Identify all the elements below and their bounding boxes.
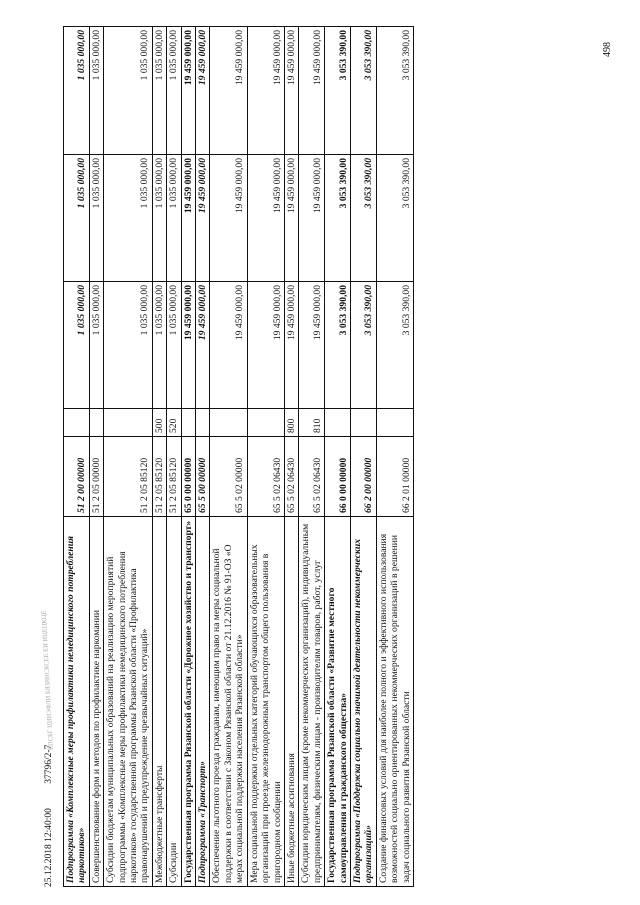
row-sum-2020-cell: 1 035 000,00 (152, 155, 166, 282)
row-sum-2020-cell: 1 035 000,00 (167, 155, 181, 282)
row-sum-2020-cell: 3 053 390,00 (350, 155, 376, 282)
row-sum-2020-cell: 19 459 000,00 (299, 155, 325, 282)
row-code-cell: 66 2 00 00000 (350, 437, 376, 517)
table-row (64, 27, 90, 887)
row-sum-2020-cell: 3 053 390,00 (325, 155, 351, 282)
row-name-cell: Подпрограмма «Транспорт» (196, 517, 210, 887)
table-row (210, 27, 247, 887)
row-sum-2021-cell: 1 035 000,00 (152, 27, 166, 155)
row-sum-2020-cell: 19 459 000,00 (196, 155, 210, 282)
table-row (104, 27, 153, 887)
row-sum-2019-cell: 1 035 000,00 (152, 282, 166, 409)
row-sum-2021-cell: 19 459 000,00 (247, 27, 284, 155)
row-name-cell: Субсидии (167, 517, 181, 887)
row-sum-2019-cell: 19 459 000,00 (181, 282, 195, 409)
table-row (181, 27, 195, 887)
row-name-cell: Совершенствование форм и методов по профилактике наркомании (89, 517, 103, 887)
row-name-cell: Создание финансовых условий для наиболее полного и эффективного использования возможностей социально ориентированных некоммерческих организаций в решении задач социального развития Рязанской области (376, 517, 413, 887)
row-code-cell: 65 0 00 00000 (181, 437, 195, 517)
row-name-cell: Подпрограмма «Поддержка социально значимой деятельности некоммерческих организаций» (350, 517, 376, 887)
row-name-cell: Обеспечение льготного проезда гражданам, имеющим право на меры социальной поддержки в соответствии с Законом Рязанской области от 21.12.2016 № 91-ОЗ «О мерах социальной поддержки населения Рязанской области» (210, 517, 247, 887)
row-name-cell: Межбюджетные трансферты (152, 517, 166, 887)
row-sum-2020-cell: 19 459 000,00 (210, 155, 247, 282)
table-row (167, 27, 181, 887)
row-sum-2021-cell: 3 053 390,00 (350, 27, 376, 155)
row-sum-2019-cell: 3 053 390,00 (350, 282, 376, 409)
row-sum-2021-cell: 1 035 000,00 (167, 27, 181, 155)
table-row (299, 27, 325, 887)
row-vr-cell (350, 409, 376, 437)
row-sum-2021-cell: 19 459 000,00 (181, 27, 195, 155)
row-sum-2019-cell: 19 459 000,00 (196, 282, 210, 409)
table-row (350, 27, 376, 887)
row-sum-2019-cell: 1 035 000,00 (64, 282, 90, 409)
row-sum-2020-cell: 1 035 000,00 (104, 155, 153, 282)
row-vr-cell (64, 409, 90, 437)
row-vr-cell: 500 (152, 409, 166, 437)
row-code-cell: 51 2 05 85120 (104, 437, 153, 517)
row-sum-2020-cell: 19 459 000,00 (247, 155, 284, 282)
row-vr-cell (89, 409, 103, 437)
row-sum-2020-cell: 1 035 000,00 (64, 155, 90, 282)
table-row (89, 27, 103, 887)
row-name-cell: Субсидии юридическим лицам (кроме некоммерческих организаций), индивидуальным предпринимателям, физическим лицам - производителям товаров, работ, услуг (299, 517, 325, 887)
row-sum-2019-cell: 19 459 000,00 (247, 282, 284, 409)
row-name-cell: Мера социальной поддержки отдельных категорий обучающихся образовательных организаций при проезде железнодорожным транспортом общего пользования в пригородном сообщении (247, 517, 284, 887)
page-number: 498 (602, 42, 613, 57)
row-vr-cell (376, 409, 413, 437)
table-row (376, 27, 413, 887)
table-row (247, 27, 284, 887)
row-sum-2020-cell: 1 035 000,00 (89, 155, 103, 282)
row-sum-2019-cell: 19 459 000,00 (299, 282, 325, 409)
row-sum-2019-cell: 19 459 000,00 (210, 282, 247, 409)
row-sum-2021-cell: 3 053 390,00 (325, 27, 351, 155)
budget-table (63, 26, 414, 887)
row-name-cell: Государственная программа Рязанской области «Развитие местного самоуправления и гражданского общества» (325, 517, 351, 887)
row-sum-2021-cell: 19 459 000,00 (210, 27, 247, 155)
table-row (196, 27, 210, 887)
row-code-cell: 65 5 02 06430 (247, 437, 284, 517)
row-sum-2020-cell: 3 053 390,00 (376, 155, 413, 282)
row-sum-2021-cell: 19 459 000,00 (299, 27, 325, 155)
row-sum-2021-cell: 3 053 390,00 (376, 27, 413, 155)
table-row (152, 27, 166, 887)
row-code-cell: 65 5 02 06430 (299, 437, 325, 517)
row-sum-2019-cell: 1 035 000,00 (167, 282, 181, 409)
row-code-cell: 65 5 02 06430 (284, 437, 298, 517)
row-sum-2020-cell: 19 459 000,00 (181, 155, 195, 282)
row-sum-2021-cell: 19 459 000,00 (196, 27, 210, 155)
row-code-cell: 66 0 00 00000 (325, 437, 351, 517)
row-vr-cell: 810 (299, 409, 325, 437)
row-vr-cell: 800 (284, 409, 298, 437)
row-sum-2019-cell: 1 035 000,00 (104, 282, 153, 409)
table-row (325, 27, 351, 887)
row-name-cell: Иные бюджетные ассигнования (284, 517, 298, 887)
row-sum-2021-cell: 19 459 000,00 (284, 27, 298, 155)
row-sum-2019-cell: 1 035 000,00 (89, 282, 103, 409)
row-sum-2021-cell: 1 035 000,00 (104, 27, 153, 155)
table-row (284, 27, 298, 887)
footer-doc-id: 37796/2-7 (44, 744, 54, 784)
row-code-cell: 65 5 00 00000 (196, 437, 210, 517)
row-code-cell: 51 2 05 85120 (152, 437, 166, 517)
row-vr-cell (181, 409, 195, 437)
row-name-cell: Субсидии бюджетам муниципальных образований на реализацию мероприятий подпрограммы «Комплексные меры профилактики немедицинского потребления наркотиков» государственной программы Рязанской области «Профилактика правонарушений и предупреждение чрезвычайных ситуаций» (104, 517, 153, 887)
row-sum-2019-cell: 3 053 390,00 (376, 282, 413, 409)
row-vr-cell (104, 409, 153, 437)
row-code-cell: 66 2 01 00000 (376, 437, 413, 517)
row-code-cell: 65 5 02 00000 (210, 437, 247, 517)
stamp: ЕПСБГ ЦИИЭФЛИ БЯЗЯНСКСЕЕ ЕИ ИЦЕЦКЦЕ (40, 610, 55, 751)
row-vr-cell (210, 409, 247, 437)
row-sum-2019-cell: 19 459 000,00 (284, 282, 298, 409)
footer-date: 25.12.2018 12:40:00 (44, 808, 54, 887)
row-code-cell: 51 2 05 85120 (167, 437, 181, 517)
row-vr-cell (196, 409, 210, 437)
row-name-cell: Государственная программа Рязанской области «Дорожное хозяйство и транспорт» (181, 517, 195, 887)
row-vr-cell: 520 (167, 409, 181, 437)
row-vr-cell (247, 409, 284, 437)
row-code-cell: 51 2 05 00000 (89, 437, 103, 517)
row-sum-2019-cell: 3 053 390,00 (325, 282, 351, 409)
row-name-cell: Подпрограмма «Комплексные меры профилактики немедицинского потребления наркотиков» (64, 517, 90, 887)
row-sum-2020-cell: 19 459 000,00 (284, 155, 298, 282)
row-vr-cell (325, 409, 351, 437)
row-sum-2021-cell: 1 035 000,00 (89, 27, 103, 155)
row-sum-2021-cell: 1 035 000,00 (64, 27, 90, 155)
row-code-cell: 51 2 00 00000 (64, 437, 90, 517)
